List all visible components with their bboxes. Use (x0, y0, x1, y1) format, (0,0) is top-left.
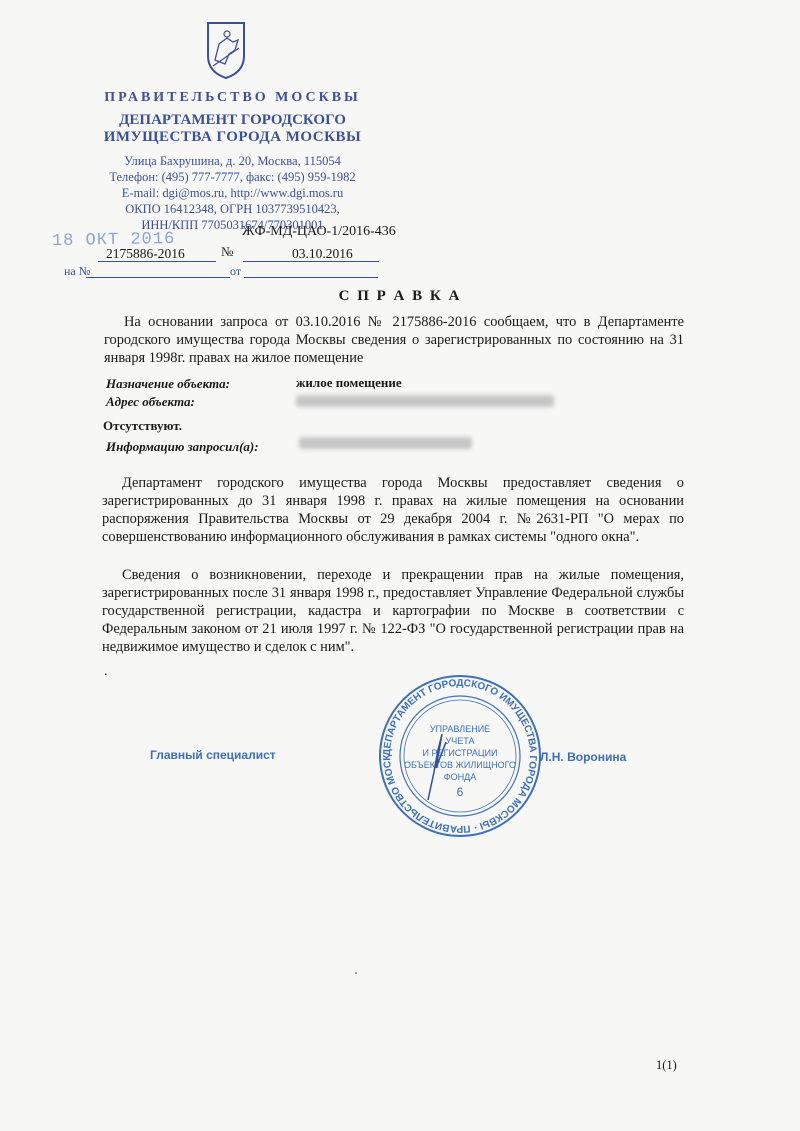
reference-row (60, 246, 400, 278)
address-label: Адрес объекта: (106, 394, 195, 409)
government-title: ПРАВИТЕЛЬСТВО МОСКВЫ (104, 90, 361, 105)
seal-center-line2: УЧЕТА (445, 736, 475, 746)
moscow-emblem-icon (205, 20, 247, 80)
purpose-value: жилое помещение (296, 375, 402, 390)
stray-dot: . (104, 664, 108, 679)
ref-number-sign: № (221, 244, 234, 259)
seal-center-line5: ФОНДА (443, 772, 477, 782)
seal-center-line3: И РЕГИСТРАЦИИ (422, 748, 498, 758)
page-number: 1(1) (656, 1058, 677, 1072)
department-title-line1: ДЕПАРТАМЕНТ ГОРОДСКОГО (119, 112, 346, 128)
signatory-position: Главный специалист (150, 748, 276, 762)
purpose-label: Назначение объекта: (106, 376, 230, 391)
department-okpo: ОКПО 16412348, ОГРН 1037739510423, (125, 202, 340, 216)
absent-text: Отсутствуют. (103, 418, 182, 433)
department-inn: ИНН/КПП 7705031674/770301001 (141, 218, 324, 232)
info-paragraph-2: Сведения о возникновении, переходе и прекращении прав на жилые помещения, зарегистрированных после 31 января 1998 г., предоставляет Управление Федеральной службы государственной регистрации, кадастра и картографии по Москве в соответствии с Федеральным законом от 21 июля 1997 г. № 122-ФЗ "О государственной регистрации прав на недвижимое имущество и сделок с ним". (102, 567, 684, 655)
address-value-redacted (296, 395, 554, 407)
ref-date: 03.10.2016 (292, 246, 353, 261)
department-address: Улица Бахрушина, д. 20, Москва, 115054 (124, 154, 341, 168)
received-date-stamp: 18 ОКТ 2016 (51, 229, 176, 252)
seal-center-line1: УПРАВЛЕНИЕ (429, 724, 491, 734)
ot-label: от (230, 264, 242, 278)
info-paragraph-1: Департамент городского имущества города Москвы предоставляет сведения о зарегистрированных до 31 января 1998 г. правах на жилые помещения на основании распоряжения Правительства Москвы от 29 декабря 2004 г. №2631-РП "О мерах по совершенствованию информационного обслуживания в рамках системы "одного окна". (102, 475, 684, 545)
seal-ring-text: ДЕПАРТАМЕНТ ГОРОДСКОГО ИМУЩЕСТВА ГОРОДА МОСКВЫ · ПРАВИТЕЛЬСТВО МОСК (381, 677, 539, 835)
scan-speck (355, 972, 357, 974)
department-title-line2: ИМУЩЕСТВА ГОРОДА МОСКВЫ (103, 129, 362, 145)
reference-code: ЖФ-МД-ЦАО-1/2016-436 (242, 224, 396, 239)
seal-number: 6 (456, 785, 464, 799)
department-phone: Телефон: (495) 777-7777, факс: (495) 959-1982 (109, 170, 356, 184)
official-seal (376, 672, 544, 840)
intro-paragraph: На основании запроса от 03.10.2016 № 2175886-2016 сообщаем, что в Департаменте городского имущества города Москвы сведения о зарегистрированных по состоянию на 31 января 1998г. правах на жилое помещение (104, 314, 684, 366)
department-email: E-mail: dgi@mos.ru, http://www.dgi.mos.ru (121, 186, 344, 200)
requester-value-redacted (299, 437, 472, 449)
document-title: С П Р А В К А (338, 288, 462, 304)
seal-center-line4: ОБЪЕКТОВ ЖИЛИЩНОГО (403, 760, 517, 770)
ref-number: 2175886-2016 (106, 246, 185, 261)
signatory-name: Л.Н. Воронина (540, 750, 627, 764)
requester-label: Информацию запросил(а): (106, 439, 259, 454)
na-label: на № (64, 264, 91, 278)
